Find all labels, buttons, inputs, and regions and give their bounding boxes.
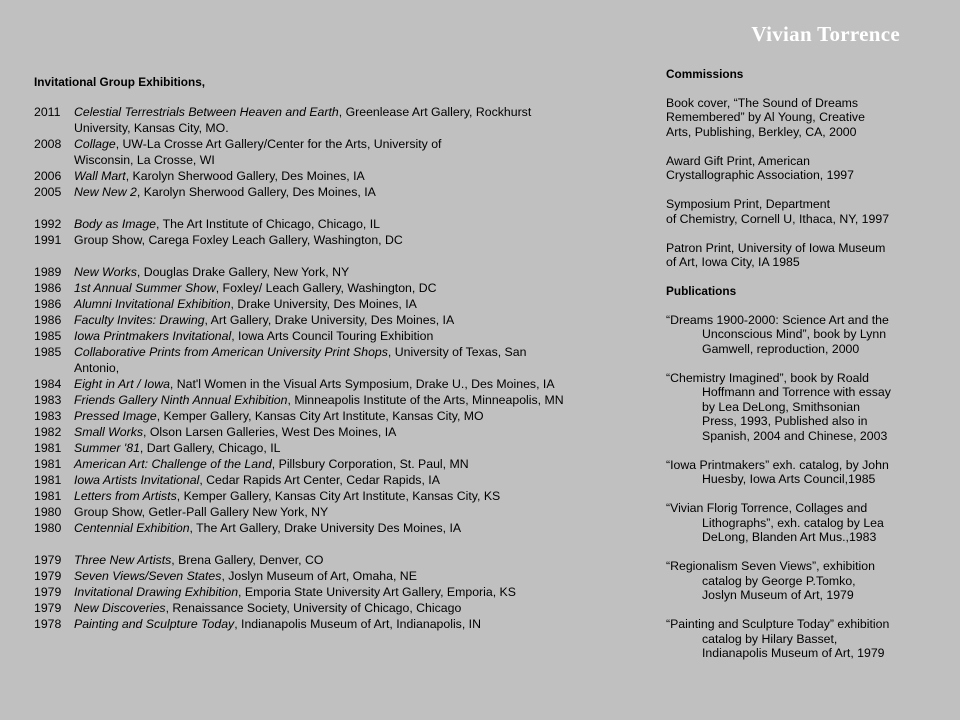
exhibition-title: Celestial Terrestrials Between Heaven and Earth <box>74 105 339 119</box>
exhibition-text <box>74 296 417 312</box>
exhibition-year: 1981 <box>34 489 62 503</box>
exhibition-text <box>74 376 555 392</box>
exhibition-entry <box>34 552 634 568</box>
exhibition-details: , Douglas Drake Gallery, New York, NY <box>136 265 350 279</box>
exhibition-entry <box>34 456 634 472</box>
exhibition-title: Collage <box>74 137 116 151</box>
exhibition-details: , Foxley/ Leach Gallery, Washington, DC <box>215 281 437 295</box>
exhibition-entry <box>34 376 634 392</box>
exhibition-entry <box>34 392 634 408</box>
exhibition-text <box>74 552 323 568</box>
commission-line: Symposium Print, Department <box>666 197 831 211</box>
exhibition-entry <box>34 504 634 520</box>
exhibition-title: New New 2 <box>74 185 137 199</box>
exhibition-year: 1981 <box>34 441 62 455</box>
commission-line: Book cover, “The Sound of Dreams <box>666 95 859 110</box>
exhibition-details: , University of Texas, San <box>387 345 527 359</box>
exhibition-title: Summer '81 <box>74 441 140 455</box>
publication-line: “Iowa Printmakers” exh. catalog, by John <box>666 457 889 472</box>
exhibition-year: 2008 <box>34 137 62 151</box>
exhibition-details: , Nat'l Women in the Visual Arts Symposium, Drake U., Des Moines, IA <box>169 377 555 391</box>
publication-item <box>666 559 926 603</box>
exhibition-title: Centennial Exhibition <box>74 521 190 535</box>
publication-line: “Vivian Florig Torrence, Collages and <box>666 501 868 515</box>
exhibitions-list <box>34 104 634 632</box>
exhibition-text <box>74 168 365 184</box>
exhibition-year: 1978 <box>34 617 62 631</box>
publication-line: DeLong, Blanden Art Mus.,1983 <box>702 530 877 544</box>
exhibition-year: 1985 <box>34 329 62 343</box>
exhibition-continuation: University, Kansas City, MO. <box>74 121 229 135</box>
exhibition-text <box>74 568 417 584</box>
exhibition-year: 2005 <box>34 185 62 199</box>
exhibition-text <box>74 440 280 456</box>
exhibition-title: Iowa Printmakers Invitational <box>74 329 232 343</box>
commission-line: of Chemistry, Cornell U, Ithaca, NY, 1997 <box>666 211 890 226</box>
exhibition-entry <box>34 216 634 232</box>
publication-line: Huesby, Iowa Arts Council,1985 <box>702 472 876 486</box>
commission-line: Award Gift Print, American <box>666 153 810 168</box>
exhibition-entry <box>34 296 634 312</box>
exhibition-year: 1981 <box>34 457 62 471</box>
exhibition-title: Friends Gallery Ninth Annual Exhibition <box>74 393 288 407</box>
publication-line: “Chemistry Imagined”, book by Roald <box>666 370 869 385</box>
exhibition-text <box>74 344 526 360</box>
publication-item <box>666 313 926 357</box>
exhibition-entry <box>34 440 634 456</box>
publications-list <box>666 313 926 661</box>
exhibition-title: Eight in Art / Iowa <box>74 377 170 391</box>
exhibition-text <box>74 328 433 344</box>
publication-item <box>666 458 926 487</box>
exhibition-title: Three New Artists <box>74 553 172 567</box>
exhibition-text <box>74 456 469 472</box>
exhibition-details: , Renaissance Society, University of Chicago, Chicago <box>165 601 462 615</box>
exhibition-title: Letters from Artists <box>74 489 177 503</box>
publication-line: Press, 1993, Published also in <box>702 414 868 428</box>
exhibition-title: 1st Annual Summer Show <box>74 281 216 295</box>
exhibition-year: 1982 <box>34 425 62 439</box>
exhibition-year: 1979 <box>34 569 62 583</box>
publication-line: catalog by Hilary Basset, <box>702 631 838 646</box>
exhibition-entry <box>34 600 634 616</box>
artist-name: Vivian Torrence <box>751 22 900 46</box>
commission-line: Crystallographic Association, 1997 <box>666 168 854 182</box>
exhibition-text <box>74 312 454 328</box>
exhibitions-heading: Invitational Group Exhibitions, <box>34 75 206 89</box>
exhibition-details: , Iowa Arts Council Touring Exhibition <box>231 329 434 343</box>
exhibition-year: 1979 <box>34 585 62 599</box>
exhibition-details: , Emporia State University Art Gallery, Emporia, KS <box>238 585 516 599</box>
exhibition-text <box>74 584 516 600</box>
exhibition-title: Invitational Drawing Exhibition <box>74 585 239 599</box>
exhibition-year: 2006 <box>34 169 62 183</box>
publication-item <box>666 371 926 444</box>
sidebar-column <box>666 67 926 675</box>
exhibition-year: 1989 <box>34 265 62 279</box>
exhibition-details: , Drake University, Des Moines, IA <box>230 297 417 311</box>
exhibition-title: New Works <box>74 265 137 279</box>
exhibition-year: 1986 <box>34 297 62 311</box>
exhibition-title: New Discoveries <box>74 601 166 615</box>
exhibition-year: 1979 <box>34 553 62 567</box>
exhibition-entry <box>34 280 634 296</box>
exhibition-details: , UW-La Crosse Art Gallery/Center for the Arts, University of <box>115 137 442 151</box>
exhibition-details: , Indianapolis Museum of Art, Indianapolis, IN <box>234 617 481 631</box>
commissions-heading: Commissions <box>666 67 744 81</box>
commission-line: Patron Print, University of Iowa Museum <box>666 240 886 255</box>
exhibition-group <box>34 552 634 632</box>
exhibition-continuation: Wisconsin, La Crosse, WI <box>74 153 215 167</box>
exhibition-details: Group Show, Carega Foxley Leach Gallery, Washington, DC <box>74 233 403 247</box>
exhibition-title: Alumni Invitational Exhibition <box>74 297 231 311</box>
exhibition-title: Collaborative Prints from American University Print Shops <box>74 345 388 359</box>
exhibition-year: 1991 <box>34 233 62 247</box>
exhibition-year: 1983 <box>34 409 62 423</box>
exhibition-text <box>74 232 403 248</box>
exhibition-entry <box>34 408 634 424</box>
commission-line: Arts, Publishing, Berkley, CA, 2000 <box>666 124 857 139</box>
exhibition-text <box>74 616 481 632</box>
exhibition-year: 1986 <box>34 313 62 327</box>
exhibition-entry <box>34 232 634 248</box>
exhibition-group <box>34 104 634 200</box>
exhibition-details: , Cedar Rapids Art Center, Cedar Rapids, IA <box>199 473 440 487</box>
exhibition-details: , Art Gallery, Drake University, Des Moines, IA <box>204 313 455 327</box>
publication-line: Joslyn Museum of Art, 1979 <box>702 588 854 602</box>
exhibition-entry <box>34 488 634 504</box>
exhibition-year: 1984 <box>34 377 62 391</box>
publication-line: Hoffmann and Torrence with essay <box>702 385 891 399</box>
publication-line: Indianapolis Museum of Art, 1979 <box>702 646 885 660</box>
exhibition-text <box>74 488 500 504</box>
exhibition-group <box>34 216 634 248</box>
commissions-list <box>666 96 926 270</box>
commission-item <box>666 241 926 270</box>
exhibition-entry <box>34 568 634 584</box>
commission-line: of Art, Iowa City, IA 1985 <box>666 255 800 269</box>
exhibition-entry <box>34 136 634 152</box>
exhibition-details: , Karolyn Sherwood Gallery, Des Moines, IA <box>125 169 365 183</box>
exhibition-details: , Kemper Gallery, Kansas City Art Institute, Kansas City, MO <box>156 409 484 423</box>
exhibition-year: 1981 <box>34 473 62 487</box>
exhibition-title: Pressed Image <box>74 409 157 423</box>
exhibition-entry <box>34 344 634 360</box>
exhibition-entry <box>34 328 634 344</box>
exhibition-details: , Minneapolis Institute of the Arts, Minneapolis, MN <box>287 393 564 407</box>
exhibition-year: 1985 <box>34 345 62 359</box>
publication-line: “Painting and Sculpture Today” exhibition <box>666 617 890 631</box>
exhibition-title: Body as Image <box>74 217 157 231</box>
exhibition-details: , Dart Gallery, Chicago, IL <box>139 441 281 455</box>
exhibition-title: Iowa Artists Invitational <box>74 473 200 487</box>
exhibition-text <box>74 136 441 152</box>
publications-heading: Publications <box>666 284 737 298</box>
exhibition-year: 1986 <box>34 281 62 295</box>
exhibition-year: 2011 <box>34 105 61 119</box>
exhibition-text <box>74 184 376 200</box>
publication-line: Spanish, 2004 and Chinese, 2003 <box>702 428 888 443</box>
exhibition-year: 1992 <box>34 217 62 231</box>
exhibition-continuation: Antonio, <box>74 361 120 375</box>
exhibition-text <box>74 104 531 120</box>
commission-item <box>666 96 926 140</box>
exhibition-text <box>74 504 328 520</box>
exhibition-details: , Greenlease Art Gallery, Rockhurst <box>338 105 532 119</box>
publication-line: Unconscious Mind”, book by Lynn <box>702 327 887 341</box>
exhibition-entry <box>34 616 634 632</box>
publication-line: “Dreams 1900-2000: Science Art and the <box>666 312 889 327</box>
exhibition-details: , Pillsbury Corporation, St. Paul, MN <box>271 457 469 471</box>
exhibition-title: Faculty Invites: Drawing <box>74 313 205 327</box>
exhibition-title: Painting and Sculpture Today <box>74 617 235 631</box>
exhibition-details: Group Show, Getler-Pall Gallery New York, NY <box>74 505 329 519</box>
publication-line: Gamwell, reproduction, 2000 <box>702 341 860 356</box>
exhibition-entry <box>34 472 634 488</box>
exhibition-details: , Karolyn Sherwood Gallery, Des Moines, IA <box>136 185 376 199</box>
exhibition-entry <box>34 184 634 200</box>
exhibition-entry <box>34 584 634 600</box>
exhibition-text <box>74 280 436 296</box>
publication-item <box>666 501 926 545</box>
exhibition-year: 1980 <box>34 521 62 535</box>
exhibition-year: 1980 <box>34 505 62 519</box>
exhibition-text <box>74 408 484 424</box>
exhibition-year: 1983 <box>34 393 62 407</box>
commission-item <box>666 154 926 183</box>
exhibition-details: , Brena Gallery, Denver, CO <box>171 553 324 567</box>
publication-line: “Regionalism Seven Views”, exhibition <box>666 559 875 573</box>
exhibition-entry <box>34 168 634 184</box>
exhibition-text <box>74 392 564 408</box>
commission-line: Remembered” by Al Young, Creative <box>666 110 865 124</box>
exhibition-entry <box>34 264 634 280</box>
exhibition-text <box>74 264 349 280</box>
exhibition-details: , Kemper Gallery, Kansas City Art Institute, Kansas City, KS <box>176 489 501 503</box>
exhibition-title: Wall Mart <box>74 169 126 183</box>
publication-item <box>666 617 926 661</box>
publication-line: catalog by George P.Tomko, <box>702 573 856 588</box>
exhibition-text <box>74 472 440 488</box>
exhibition-details: , The Art Institute of Chicago, Chicago, IL <box>156 217 381 231</box>
exhibition-text <box>74 216 380 232</box>
publication-line: Lithographs”, exh. catalog by Lea <box>702 515 884 530</box>
exhibition-year: 1979 <box>34 601 62 615</box>
exhibition-details: , Joslyn Museum of Art, Omaha, NE <box>221 569 417 583</box>
exhibition-title: Small Works <box>74 425 144 439</box>
exhibition-entry <box>34 312 634 328</box>
exhibition-entry <box>34 520 634 536</box>
exhibition-details: , The Art Gallery, Drake University Des Moines, IA <box>189 521 462 535</box>
exhibition-details: , Olson Larsen Galleries, West Des Moines, IA <box>143 425 397 439</box>
exhibition-entry <box>34 424 634 440</box>
exhibition-entry <box>34 104 634 120</box>
exhibition-group <box>34 264 634 536</box>
commission-item <box>666 197 926 226</box>
exhibition-text <box>74 424 396 440</box>
exhibition-text <box>74 520 461 536</box>
exhibition-title: American Art: Challenge of the Land <box>74 457 272 471</box>
publication-line: by Lea DeLong, Smithsonian <box>702 399 860 414</box>
exhibition-text <box>74 600 461 616</box>
exhibition-title: Seven Views/Seven States <box>74 569 222 583</box>
exhibitions-section <box>34 74 634 648</box>
